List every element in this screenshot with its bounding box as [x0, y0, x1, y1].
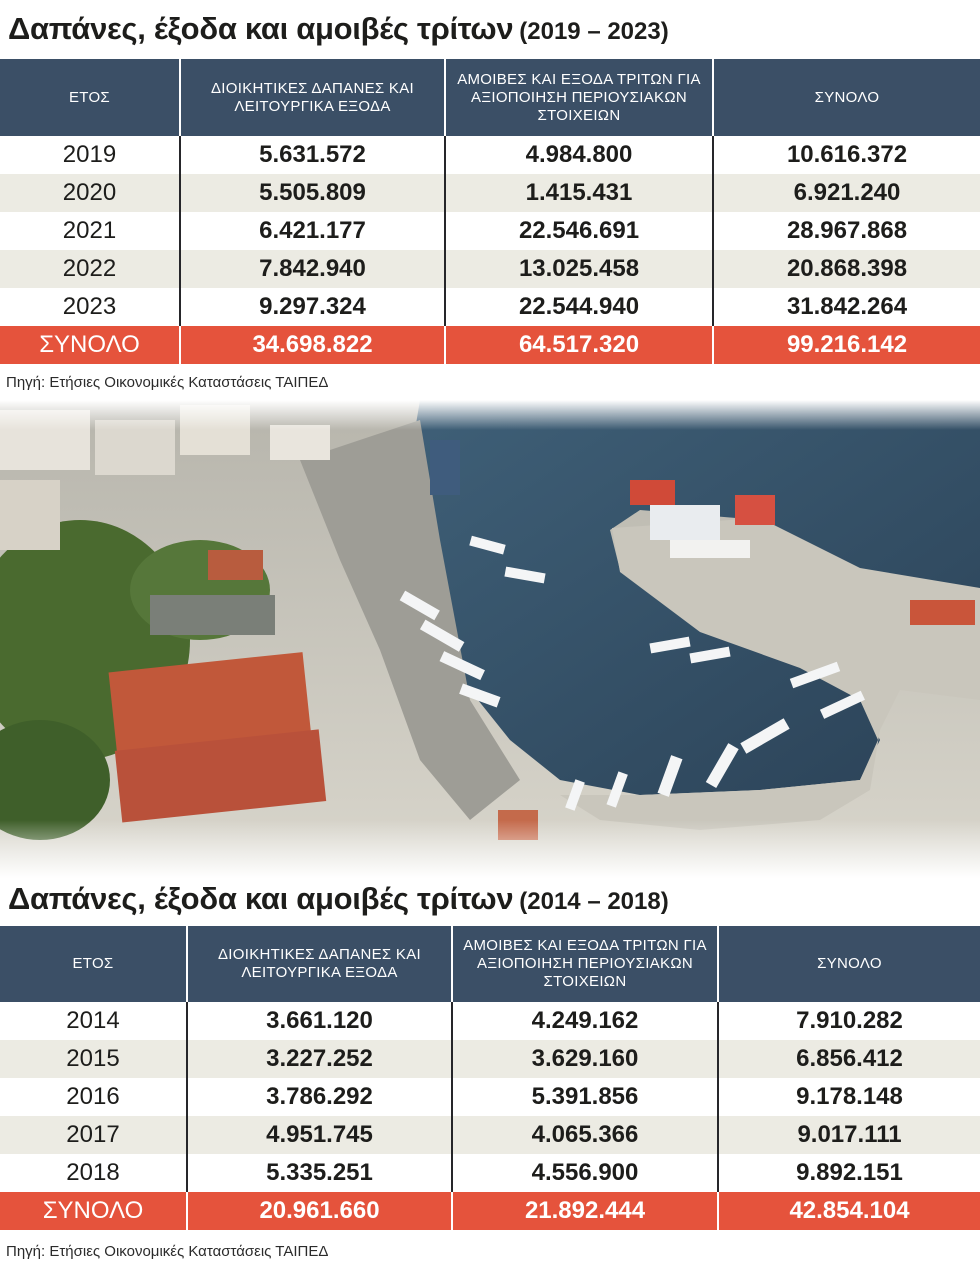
cell-third-party-fees: 5.391.856 — [452, 1078, 718, 1116]
red-roof-building — [910, 600, 975, 625]
red-roof-building — [208, 550, 263, 580]
header-admin-expenses: ΔΙΟΙΚΗΤΙΚΕΣ ΔΑΠΑΝΕΣ ΚΑΙ ΛΕΙΤΟΥΡΓΙΚΑ ΕΞΟΔΑ — [180, 59, 445, 136]
quay-building — [670, 540, 750, 558]
cell-third-party-fees: 4.065.366 — [452, 1116, 718, 1154]
cell-total: 10.616.372 — [713, 136, 980, 174]
cell-total: 9.017.111 — [718, 1116, 980, 1154]
cell-year: 2017 — [0, 1116, 187, 1154]
photo-top-fade — [0, 400, 980, 430]
cell-total: 20.868.398 — [713, 250, 980, 288]
table-row — [0, 1002, 980, 1040]
cell-admin-expenses: 3.661.120 — [187, 1002, 452, 1040]
header-third-party-fees: ΑΜΟΙΒΕΣ ΚΑΙ ΕΞΟΔΑ ΤΡΙΤΩΝ ΓΙΑ ΑΞΙΟΠΟΙΗΣΗ ΠΕΡΙΟΥΣΙΑΚΩΝ ΣΤΟΙΧΕΙΩΝ — [452, 926, 718, 1002]
header-year: ΕΤΟΣ — [0, 926, 187, 1002]
cell-grand-total: 42.854.104 — [718, 1192, 980, 1230]
cell-total: 31.842.264 — [713, 288, 980, 326]
table-row — [0, 136, 980, 174]
table-row — [0, 288, 980, 326]
table-header-row — [0, 926, 980, 1002]
cell-total: 6.921.240 — [713, 174, 980, 212]
cell-year: 2021 — [0, 212, 180, 250]
cell-total: 28.967.868 — [713, 212, 980, 250]
expenses-table-2019-2023 — [0, 59, 980, 364]
cell-year: 2015 — [0, 1040, 187, 1078]
cell-third-party-fees: 1.415.431 — [445, 174, 713, 212]
source-note: Πηγή: Ετήσιες Οικονομικές Καταστάσεις ΤΑΙΠΕΔ — [6, 1243, 329, 1260]
header-third-party-fees: ΑΜΟΙΒΕΣ ΚΑΙ ΕΞΟΔΑ ΤΡΙΤΩΝ ΓΙΑ ΑΞΙΟΠΟΙΗΣΗ ΠΕΡΙΟΥΣΙΑΚΩΝ ΣΤΟΙΧΕΙΩΝ — [445, 59, 713, 136]
table-row — [0, 212, 980, 250]
table-total-row — [0, 326, 980, 364]
cell-admin-expenses: 7.842.940 — [180, 250, 445, 288]
table-title-period: (2019 – 2023) — [519, 18, 669, 45]
cell-grand-total: 99.216.142 — [713, 326, 980, 364]
cell-third-party-fees: 4.249.162 — [452, 1002, 718, 1040]
header-year: ΕΤΟΣ — [0, 59, 180, 136]
cell-admin-expenses: 6.421.177 — [180, 212, 445, 250]
ship — [735, 495, 775, 525]
table-title-2019-2023 — [8, 10, 669, 47]
table-title-period: (2014 – 2018) — [519, 888, 669, 915]
header-admin-expenses: ΔΙΟΙΚΗΤΙΚΕΣ ΔΑΠΑΝΕΣ ΚΑΙ ΛΕΙΤΟΥΡΓΙΚΑ ΕΞΟΔΑ — [187, 926, 452, 1002]
table-title-text: Δαπάνες, έξοδα και αμοιβές τρίτων — [8, 11, 514, 46]
cell-admin-expenses: 5.505.809 — [180, 174, 445, 212]
table-row — [0, 1078, 980, 1116]
cell-admin-expenses: 5.335.251 — [187, 1154, 452, 1192]
cell-year: 2022 — [0, 250, 180, 288]
cell-year: 2018 — [0, 1154, 187, 1192]
cell-total: 9.892.151 — [718, 1154, 980, 1192]
cell-total: 9.178.148 — [718, 1078, 980, 1116]
cell-total-label: ΣΥΝΟΛΟ — [0, 326, 180, 364]
table-row — [0, 1154, 980, 1192]
ship — [630, 480, 675, 505]
cell-admin-expenses: 3.786.292 — [187, 1078, 452, 1116]
warehouse — [270, 425, 330, 460]
table-row — [0, 1040, 980, 1078]
cell-year: 2016 — [0, 1078, 187, 1116]
cell-year: 2023 — [0, 288, 180, 326]
cell-third-party-fees: 22.546.691 — [445, 212, 713, 250]
table-row — [0, 174, 980, 212]
cell-third-party-fees: 22.544.940 — [445, 288, 713, 326]
cell-total-third-party-fees: 64.517.320 — [445, 326, 713, 364]
cell-total-admin-expenses: 34.698.822 — [180, 326, 445, 364]
cell-year: 2019 — [0, 136, 180, 174]
cell-third-party-fees: 4.556.900 — [452, 1154, 718, 1192]
cell-total: 7.910.282 — [718, 1002, 980, 1040]
cell-third-party-fees: 3.629.160 — [452, 1040, 718, 1078]
cell-third-party-fees: 13.025.458 — [445, 250, 713, 288]
cell-total: 6.856.412 — [718, 1040, 980, 1078]
photo-bottom-fade — [0, 820, 980, 878]
building — [150, 595, 275, 635]
ship — [430, 440, 460, 495]
cell-third-party-fees: 4.984.800 — [445, 136, 713, 174]
header-total: ΣΥΝΟΛΟ — [713, 59, 980, 136]
table-title-text: Δαπάνες, έξοδα και αμοιβές τρίτων — [8, 881, 514, 916]
table-row — [0, 250, 980, 288]
expenses-table-2014-2018 — [0, 926, 980, 1230]
cell-year: 2014 — [0, 1002, 187, 1040]
cell-admin-expenses: 5.631.572 — [180, 136, 445, 174]
table-total-row — [0, 1192, 980, 1230]
cell-admin-expenses: 3.227.252 — [187, 1040, 452, 1078]
cell-year: 2020 — [0, 174, 180, 212]
cell-admin-expenses: 4.951.745 — [187, 1116, 452, 1154]
harbor-aerial-photo — [0, 400, 980, 878]
header-total: ΣΥΝΟΛΟ — [718, 926, 980, 1002]
table-row — [0, 1116, 980, 1154]
source-note: Πηγή: Ετήσιες Οικονομικές Καταστάσεις ΤΑΙΠΕΔ — [6, 374, 329, 391]
ship — [650, 505, 720, 540]
cell-total-admin-expenses: 20.961.660 — [187, 1192, 452, 1230]
cell-total-third-party-fees: 21.892.444 — [452, 1192, 718, 1230]
cell-total-label: ΣΥΝΟΛΟ — [0, 1192, 187, 1230]
table-header-row — [0, 59, 980, 136]
cell-admin-expenses: 9.297.324 — [180, 288, 445, 326]
building — [0, 480, 60, 550]
table-title-2014-2018 — [8, 880, 669, 917]
